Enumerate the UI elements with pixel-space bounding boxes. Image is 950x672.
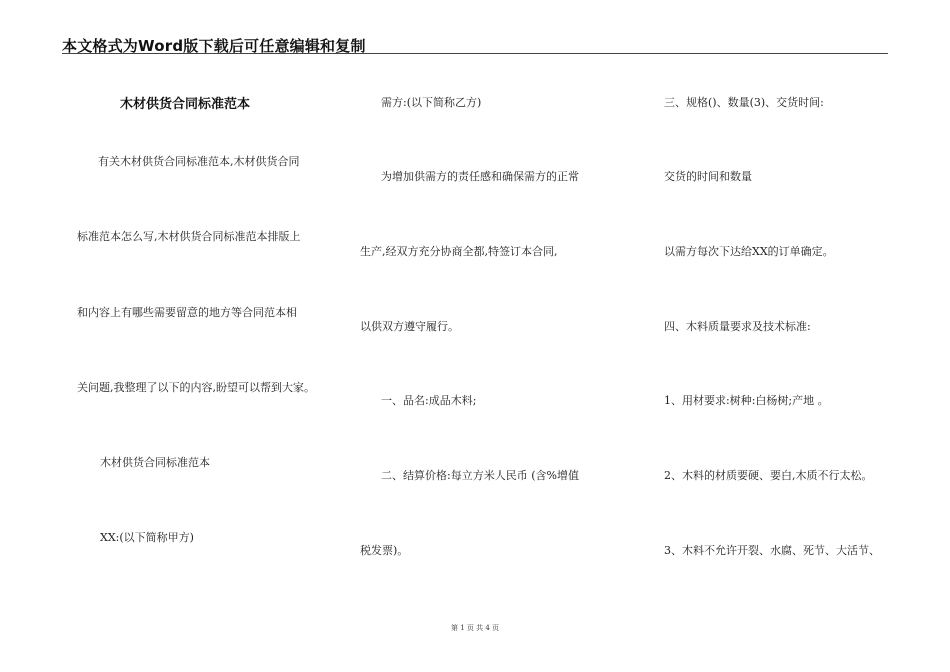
paragraph-line: 标准范本怎么写,木材供货合同标准范本排版上 [77, 230, 301, 243]
section-heading: 木材供货合同标准范本 [100, 456, 210, 469]
clause-line: 3、木料不允许开裂、水腐、死节、大活节、 [664, 544, 880, 557]
contract-title: 木材供货合同标准范本 [120, 97, 251, 112]
clause-line: 二、结算价格:每立方米人民币 (含%增值 [381, 469, 579, 482]
page-number: 第 1 页 共 4 页 [450, 624, 500, 632]
clause-line: 三、规格()、数量(3)、交货时间: [664, 96, 824, 109]
party-a-line: XX:(以下简称甲方) [100, 531, 194, 544]
clause-line: 一、品名:成品木料; [381, 394, 477, 407]
paragraph-line: 为增加供需方的责任感和确保需方的正常 [381, 170, 579, 183]
document-header: 本文格式为Word版下载后可任意编辑和复制 [62, 37, 366, 55]
paragraph-line: 和内容上有哪些需要留意的地方等合同范本相 [77, 306, 297, 319]
paragraph-line: 生产,经双方充分协商全都,特签订本合同, [360, 245, 558, 258]
paragraph-line: 关问题,我整理了以下的内容,盼望可以帮到大家。 [77, 381, 315, 394]
header-divider [62, 53, 888, 54]
clause-line: 税发票)。 [360, 544, 409, 557]
paragraph-line: 交货的时间和数量 [664, 170, 752, 183]
paragraph-line: 有关木材供货合同标准范本,木材供货合同 [98, 155, 300, 168]
paragraph-line: 以需方每次下达给XX的订单确定。 [664, 245, 834, 258]
paragraph-line: 以供双方遵守履行。 [360, 320, 459, 333]
clause-line: 2、木料的材质要硬、要白,木质不行太松。 [664, 469, 873, 482]
clause-line: 四、木料质量要求及技术标准: [664, 320, 811, 333]
clause-line: 1、用材要求:树种:白杨树;产地 。 [664, 394, 829, 407]
party-b-line: 需方:(以下简称乙方) [381, 96, 482, 109]
